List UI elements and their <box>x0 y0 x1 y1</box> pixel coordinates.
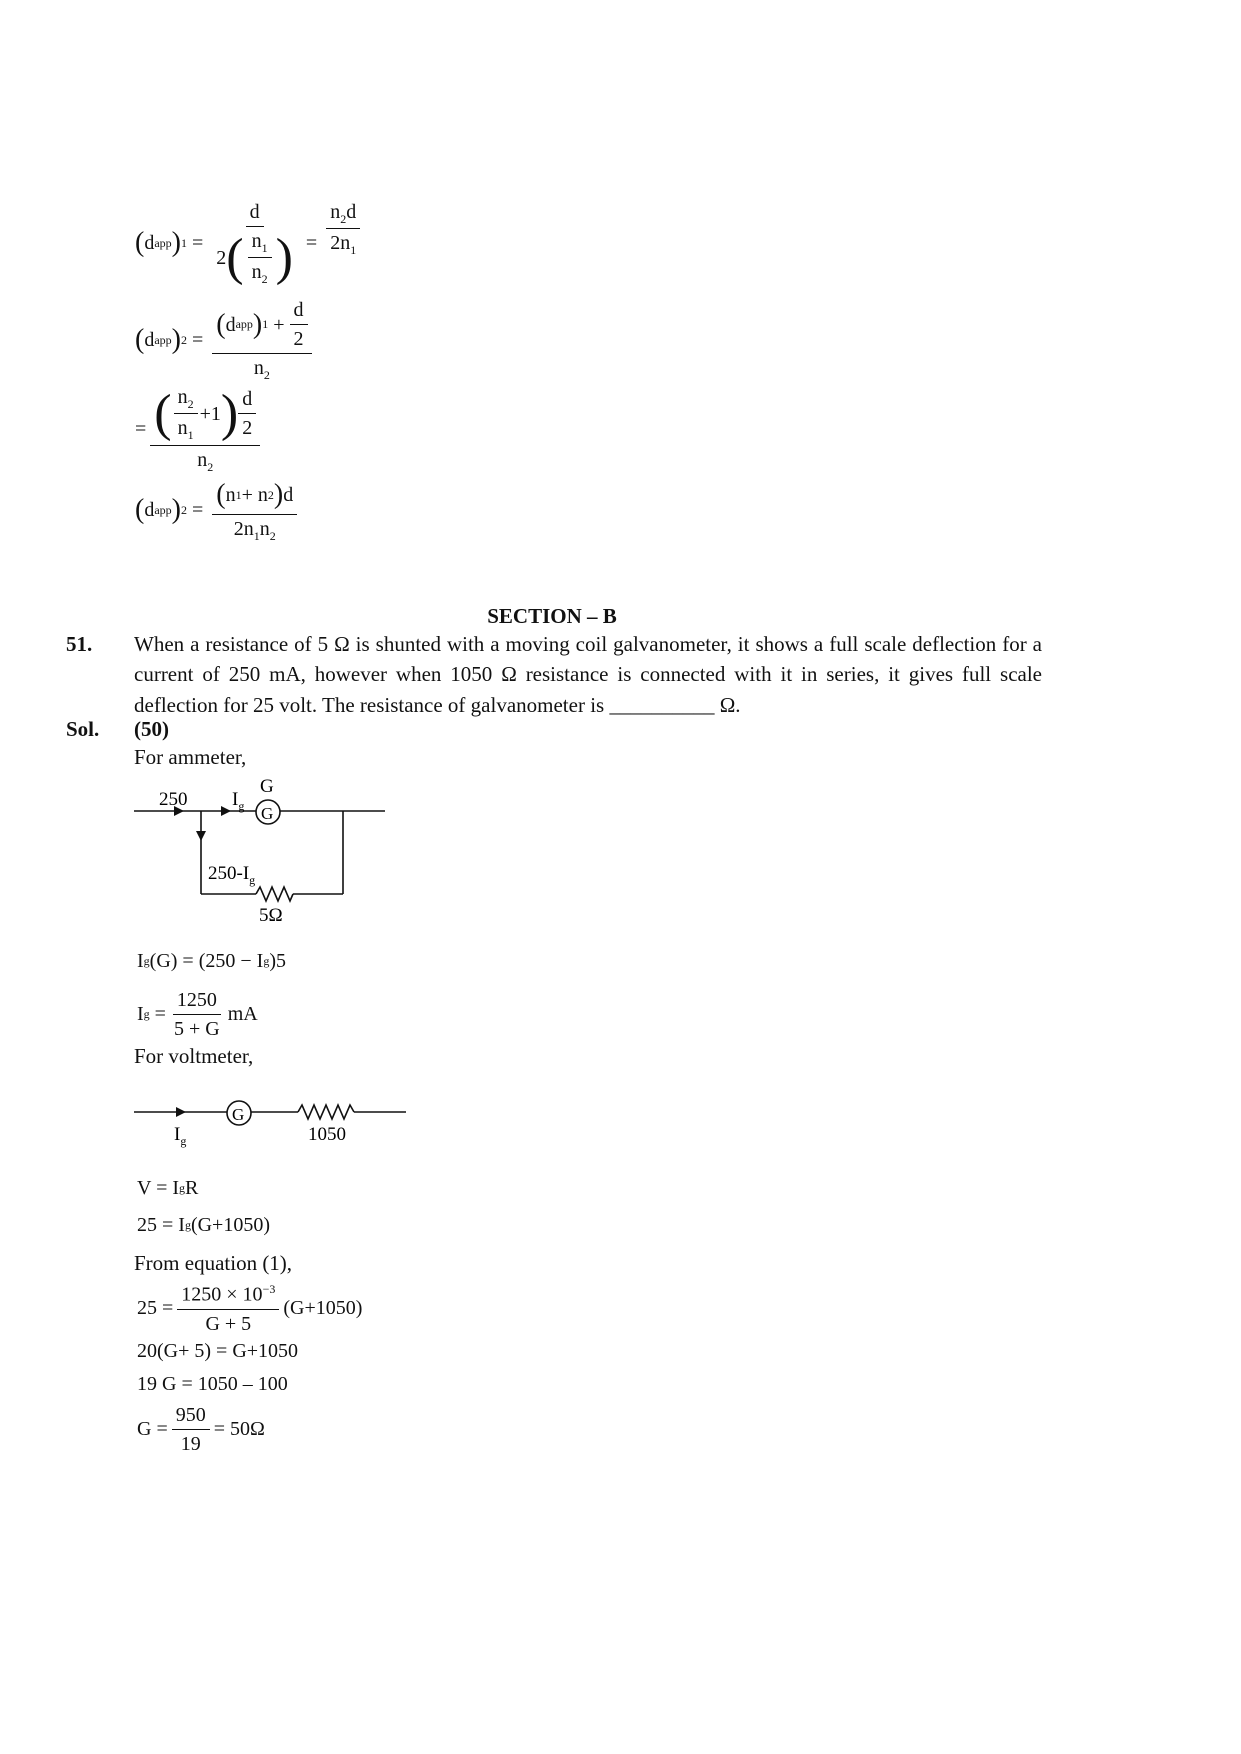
ig-arrow <box>176 1107 186 1117</box>
equation-voltmeter-4: 20(G+ 5) = G+1050 <box>137 1340 299 1362</box>
from-equation-text: From equation (1), <box>134 1251 293 1275</box>
solution-label: Sol. <box>66 717 100 741</box>
equation-final-result: G = $\frac{950}{19}$ = 50Ω <box>137 1404 265 1455</box>
question-text: When a resistance of 5 Ω is shunted with a moving coil galvanometer, it shows a full scale deflection for a current of 250 mA, however when 1050 Ω resistance is connected with it in series, it gives full scale deflection for 25 volt. The resistance of galvanometer is __________ Ω. <box>134 632 1042 717</box>
ammeter-circuit <box>130 772 395 932</box>
branch-label: $250-I_g$ <box>208 863 256 887</box>
equation-ammeter-1: I g (G) = (250 − I g )5 <box>137 950 286 972</box>
resistor-5-label: 5Ω <box>259 905 283 926</box>
equation-d-app-1: ( d app ) 1 = d 2 ( $\frac{n_1}{n_2}$ ) = $\frac{n_2d}{2n_1}$ <box>135 200 364 287</box>
equation-voltmeter-2: 25 = I g (G+1050) <box>137 1214 270 1236</box>
equation-ammeter-2: I g = $\frac{1250}{5 + G}$ mA <box>137 989 258 1040</box>
galvanometer-symbol: G <box>232 1105 245 1124</box>
current-label: 250 <box>159 789 188 810</box>
galvanometer-symbol: G <box>261 804 274 823</box>
resistor-1050-label: 1050 <box>308 1124 346 1145</box>
ammeter-heading: For ammeter, <box>134 745 247 769</box>
equation-voltmeter-3: 25 = $\frac{1250 \times 10^{-3}}{G + 5}$ (G+1050) <box>137 1282 363 1335</box>
equation-voltmeter-5: 19 G = 1050 – 100 <box>137 1373 288 1395</box>
voltmeter-heading: For voltmeter, <box>134 1044 254 1068</box>
equation-d-app-2: ( d app ) 2 = ( d app ) 1 + $\frac{d}{2}$ $n_2$ <box>135 298 316 382</box>
branch-arrow <box>196 831 206 841</box>
g-top-label: G <box>260 776 274 797</box>
equation-d-app-2-result: ( d app ) 2 = ( n 1 + n 2 ) d $2n_1n_2$ <box>135 478 301 543</box>
voltmeter-circuit <box>130 1092 415 1152</box>
ig-label: $I_g$ <box>232 789 245 813</box>
equation-voltmeter-1: V = I g R <box>137 1177 199 1199</box>
ig-label: $I_g$ <box>174 1124 187 1148</box>
equation-substitution: = ( $\frac{n_2}{n_1}$ +1 ) $\frac{d}{2}$ $n_2$ <box>135 385 264 474</box>
question-number: 51. <box>66 632 93 656</box>
ig-arrow <box>221 806 231 816</box>
section-title: SECTION – B <box>487 604 617 628</box>
solution-answer: (50) <box>134 717 169 741</box>
